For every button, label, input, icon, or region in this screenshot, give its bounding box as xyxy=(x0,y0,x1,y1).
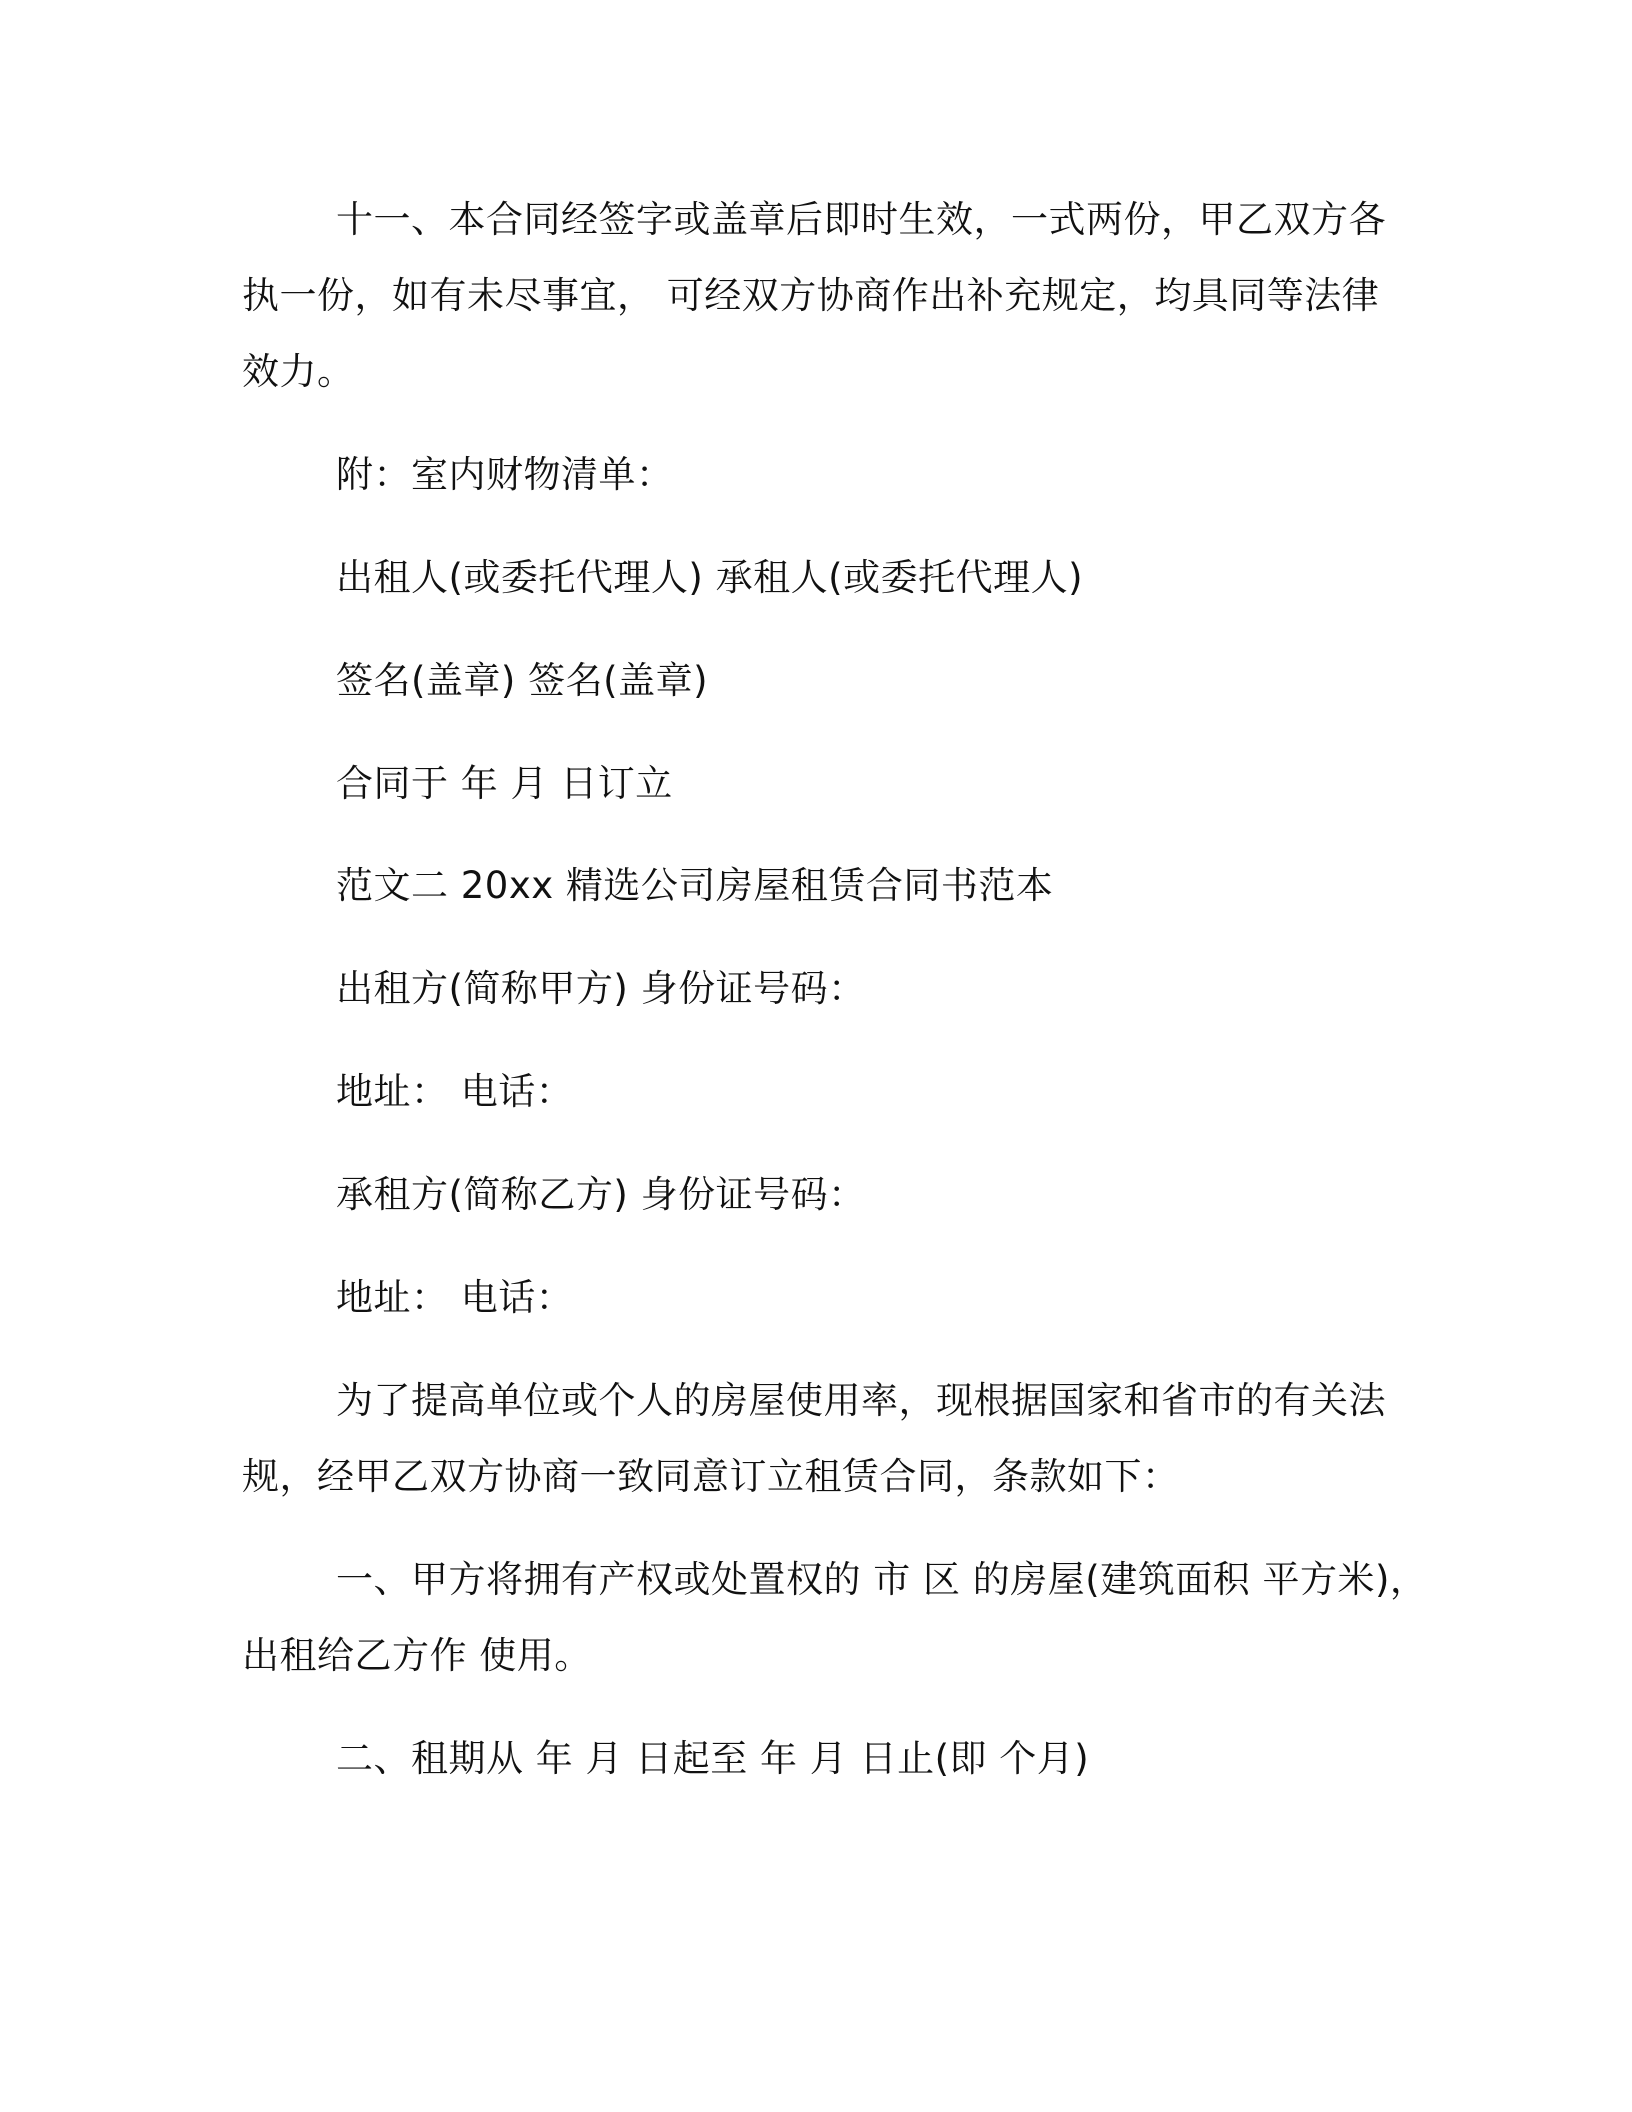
contract-date-line: 合同于 年 月 日订立 xyxy=(336,762,673,805)
preamble-line-1: 为了提高单位或个人的房屋使用率，现根据国家和省市的有关法 xyxy=(336,1379,1386,1422)
clause-1-line-2: 出租给乙方作 使用。 xyxy=(242,1634,592,1677)
lessor-id-line: 出租方(简称甲方) 身份证号码： xyxy=(336,967,866,1010)
lessor-address-line: 地址： 电话： xyxy=(336,1070,574,1113)
clause-11-line-2: 执一份，如有未尽事宜， 可经双方协商作出补充规定，均具同等法律 xyxy=(242,274,1380,317)
lessee-id-line: 承租方(简称乙方) 身份证号码： xyxy=(336,1173,866,1216)
clause-11-line-1: 十一、本合同经签字或盖章后即时生效，一式两份，甲乙双方各 xyxy=(336,198,1386,241)
lessee-address-line: 地址： 电话： xyxy=(336,1276,574,1319)
signature-line: 签名(盖章) 签名(盖章) xyxy=(336,659,709,702)
appendix-line: 附：室内财物清单： xyxy=(336,453,674,496)
parties-line: 出租人(或委托代理人) 承租人(或委托代理人) xyxy=(336,556,1084,599)
clause-11-line-3: 效力。 xyxy=(242,350,355,393)
clause-1-line-1: 一、甲方将拥有产权或处置权的 市 区 的房屋(建筑面积 平方米)， xyxy=(336,1558,1428,1601)
preamble-line-2: 规，经甲乙双方协商一致同意订立租赁合同，条款如下： xyxy=(242,1455,1180,1498)
clause-2-line: 二、租期从 年 月 日起至 年 月 日止(即 个月) xyxy=(336,1737,1090,1780)
section-title: 范文二 20xx 精选公司房屋租赁合同书范本 xyxy=(336,864,1054,907)
